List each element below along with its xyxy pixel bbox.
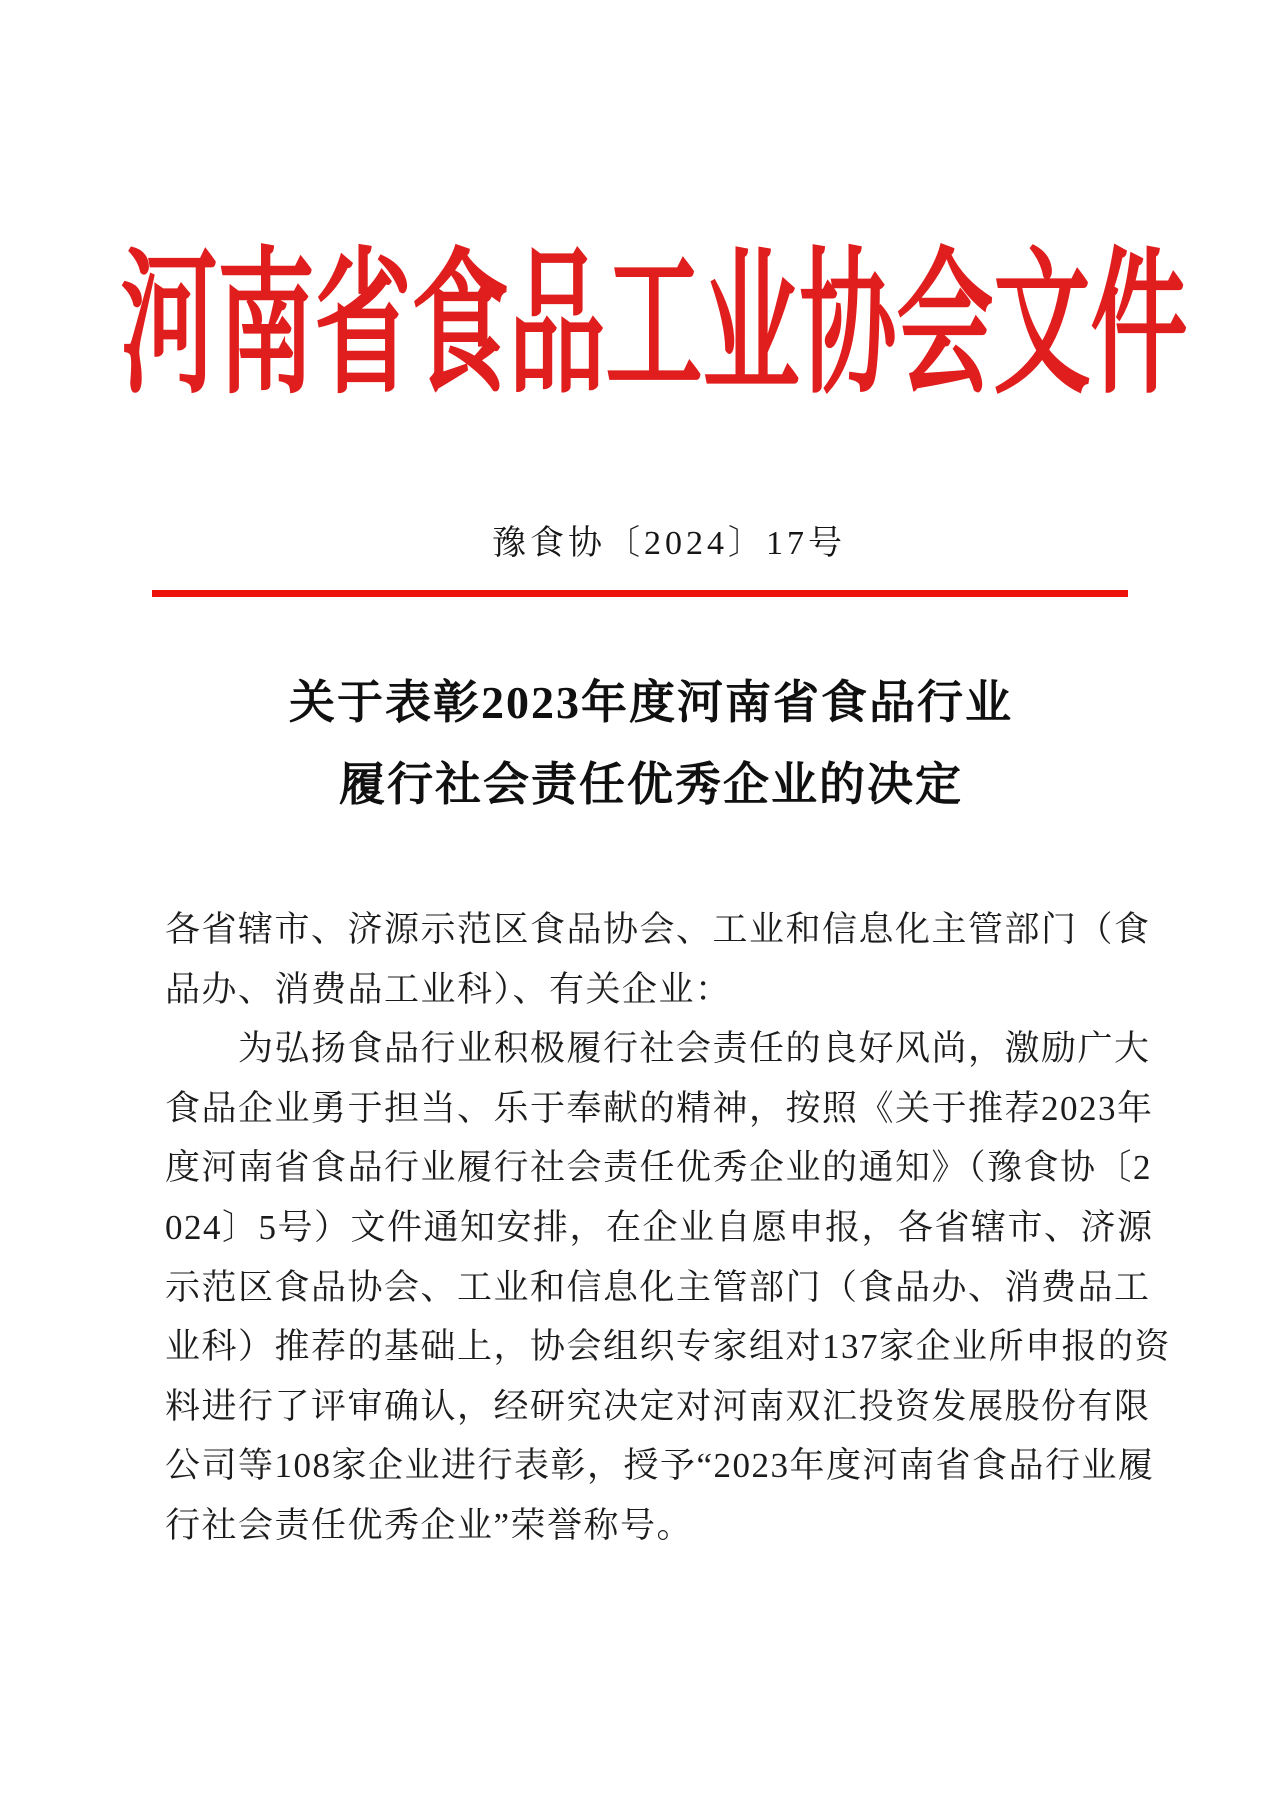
body-line: 024〕5号）文件通知安排，在企业自愿申报，各省辖市、济源 [165,1207,1154,1247]
body-line: 料进行了评审确认，经研究决定对河南双汇投资发展股份有限 [165,1386,1151,1426]
document-title-line1: 关于表彰2023年度河南省食品行业 [289,677,1013,728]
red-divider-line [152,590,1128,597]
body-line: 食品企业勇于担当、乐于奉献的精神，按照《关于推荐2023年 [165,1088,1154,1128]
body-line: 为弘扬食品行业积极履行社会责任的良好风尚，激励广大 [238,1029,1151,1069]
document-body [165,900,1172,1556]
body-line: 业科）推荐的基础上，协会组织专家组对137家企业所申报的资 [165,1327,1172,1367]
body-line: 公司等108家企业进行表彰，授予“2023年度河南省食品行业履 [165,1446,1155,1486]
document-title-line2: 履行社会责任优秀企业的决定 [339,759,963,810]
agency-header-title: 河南省食品工业协会文件 [120,238,1188,413]
body-line: 品办、消费品工业科）、有关企业： [165,969,732,1009]
body-line: 行社会责任优秀企业”荣誉称号。 [165,1505,694,1545]
body-line: 度河南省食品行业履行社会责任优秀企业的通知》（豫食协〔2 [165,1148,1153,1188]
body-line: 示范区食品协会、工业和信息化主管部门（食品办、消费品工 [165,1267,1151,1307]
document-title [0,662,1280,826]
document-number: 豫食协〔2024〕17号 [492,525,846,562]
body-line: 各省辖市、济源示范区食品协会、工业和信息化主管部门（食 [165,910,1151,949]
